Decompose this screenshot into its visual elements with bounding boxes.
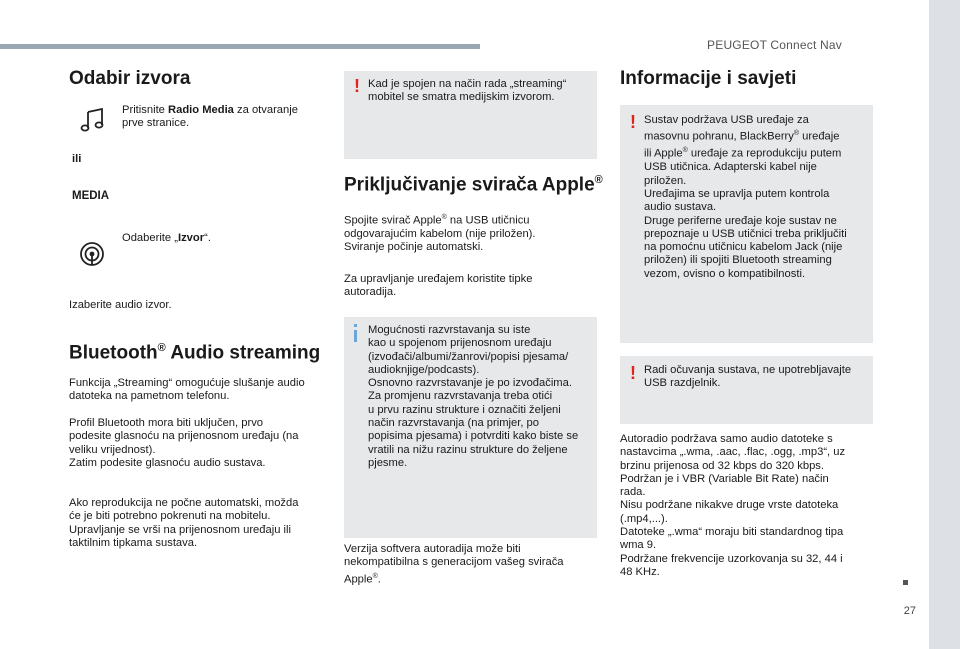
top-rule <box>0 44 480 49</box>
bt-paragraph-2: Profil Bluetooth mora biti uključen, prvo podesite glasnoću na prijenosnom uređaju (na veliku vrijednost). Zatim podesite glasnoću audio sustava. <box>69 417 299 469</box>
music-note-icon <box>80 108 106 132</box>
apple-paragraph-3: Verzija softvera autoradija može biti nekompatibilna s generacijom vašeg svirača Apple®. <box>344 543 564 586</box>
section-title-source: Odabir izvora <box>69 68 191 89</box>
formats-paragraph: Autoradio podržava samo audio datoteke s nastavcima „.wma, .aac, .flac, .ogg, .mp3“, uz brzinu prijenosa od 32 kbps do 320 kbps. Podržan je i VBR (Variable Bit Rate) način rada. Nisu podržane nikakve druge vrste datoteka (.mp4,...). Datoteke „.wma“ moraju biti standardnog tipa wma 9. Podržane frekvencije uzorkovanja su 32, 44 i 48 KHz. <box>620 433 846 578</box>
warning-text: Radi očuvanja sustava, ne upotrebljavajte USB razdjelnik. <box>644 364 852 390</box>
or-label: ili <box>72 153 82 165</box>
warning-icon: ! <box>630 112 636 132</box>
step-source: Odaberite „Izvor“. <box>122 232 211 244</box>
media-button-label: MEDIA <box>72 190 110 202</box>
section-title-info: Informacije i savjeti <box>620 68 797 89</box>
warning-text: Sustav podržava USB uređaje za masovnu pohranu, BlackBerry® uređaje ili Apple® uređaje za reprodukciju putem USB utičnica. Adapterski kabel nije priložen. Uređajima se upravlja putem kontrola audio sustava. Druge periferne uređaje koje sustav ne prepoznaje u USB utičnici treba priključiti na pomoćnu utičnicu kabelom Jack (nije priložen) ili spojiti Bluetooth streaming vezom, ovisno o kompatibilnosti. <box>644 114 847 280</box>
warning-icon: ! <box>354 76 360 96</box>
info-text: Mogućnosti razvrstavanja su iste kao u spojenom prijenosnom uređaju (izvođači/albumi/žanrovi/popisi pjesama/ audioknjige/podcasts). Osnovno razvrstavanje je po izvođačima. Za promjenu razvrstavanja treba otići u prvu razinu strukture i označiti željeni način razvrstavanja (na primjer, po popisima pjesama) i potvrditi kako biste se vratili na nižu razinu strukture do željene pjesme. <box>368 324 579 469</box>
choose-source-text: Izaberite audio izvor. <box>69 299 172 311</box>
bt-paragraph-3: Ako reprodukcija ne počne automatski, možda će je biti potrebno pokrenuti na mobitelu. Upravljanje se vrši na prijenosnom uređaju ili taktilnim tipkama sustava. <box>69 497 299 549</box>
warning-box-hub <box>620 356 873 424</box>
bt-paragraph-1: Funkcija „Streaming“ omogućuje slušanje audio datoteka na pametnom telefonu. <box>69 377 305 403</box>
warning-box-usb <box>620 105 873 343</box>
info-box-sorting <box>344 317 597 538</box>
source-signal-icon <box>79 241 105 267</box>
step-radio-media: Pritisnite Radio Media za otvaranje prve stranice. <box>122 104 298 130</box>
info-icon <box>354 330 357 342</box>
warning-icon: ! <box>630 363 636 383</box>
section-title-bluetooth: Bluetooth® Audio streaming <box>69 342 321 364</box>
warning-box-streaming <box>344 71 597 159</box>
warning-text: Kad je spojen na način rada „streaming“ mobitel se smatra medijskim izvorom. <box>368 78 567 104</box>
page-marker <box>903 580 908 585</box>
apple-paragraph-2: Za upravljanje uređajem koristite tipke autoradija. <box>344 273 533 299</box>
apple-paragraph-1: Spojite svirač Apple® na USB utičnicu odgovarajućim kabelom (nije priložen). Sviranje počinje automatski. <box>344 214 536 254</box>
running-header: PEUGEOT Connect Nav <box>707 38 842 52</box>
page-number: 27 <box>903 605 916 617</box>
side-strip <box>929 0 960 649</box>
section-title-apple: Priključivanje svirača Apple® <box>344 174 603 196</box>
